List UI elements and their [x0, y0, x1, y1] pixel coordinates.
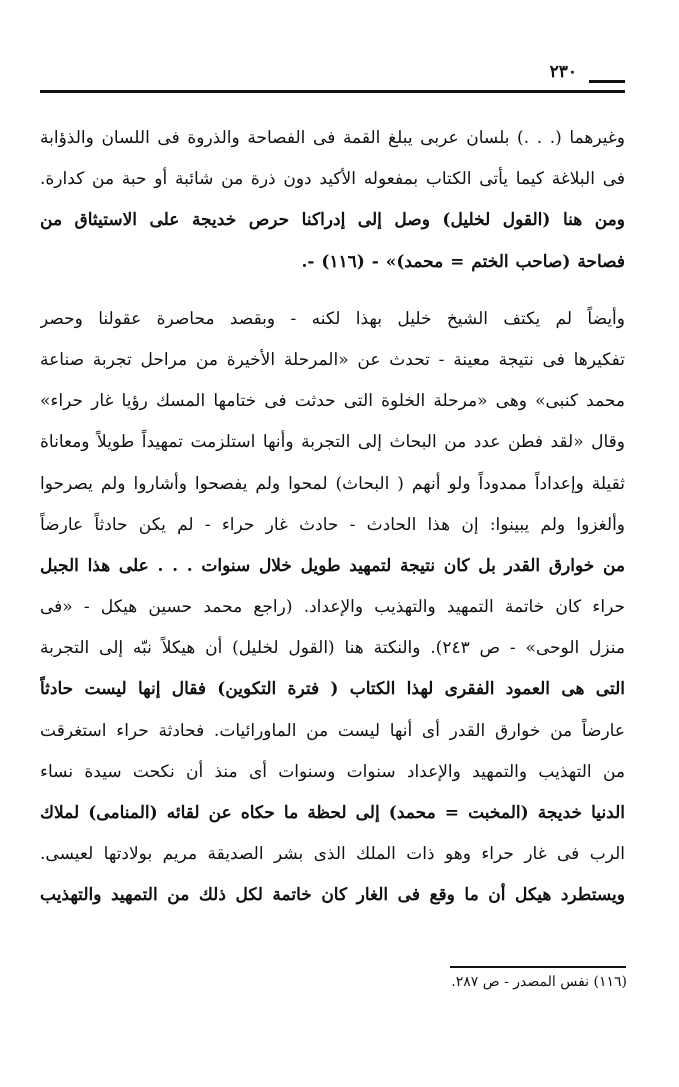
page-header: [40, 60, 625, 90]
text-line: فصاحة (صاحب الختم = محمد)» - (١١٦) -.: [301, 251, 625, 272]
page-number-dash: [589, 80, 625, 83]
text-line: من خوارق القدر بل كان نتيجة لتمهيد طويل خلال سنوات . . . على هذا الجبل: [40, 555, 625, 576]
text-line: منزل الوحى» - ص ٢٤٣). والنكتة هنا (القول لخليل) أن هيكلاً نبّه إلى التجربة: [40, 638, 625, 659]
footnote-rule: [450, 966, 626, 968]
text-line: فى البلاغة كيما يأتى الكتاب بمفعوله الأكيد دون ذرة من شائبة أو حبة من كدارة.: [40, 169, 625, 190]
text-line: ثقيلة وإعداداً ممدوداً ولو أنهم ( البحاث) لمحوا ولم يفصحوا وأشاروا ولم يصرحوا: [40, 473, 625, 494]
text-line: التى هى العمود الفقرى لهذا الكتاب ( فترة التكوين) فقال إنها ليست حادثاً: [40, 679, 625, 700]
text-line: وقال «لقد فطن عدد من البحاث إلى التجربة وأنها استلزمت تمهيداً طويلاً ومعاناة: [40, 432, 625, 453]
text-line: الدنيا خديجة (المخبت = محمد) إلى لحظة ما حكاه عن لقائه (المنامى) لملاك: [40, 803, 625, 823]
text-line: وأيضاً لم يكتف الشيخ خليل بهذا لكنه - وبقصد محاصرة عقولنا وحصر: [40, 308, 625, 329]
text-line: ويستطرد هيكل أن ما وقع فى الغار كان خاتمة لكل ذلك من التمهيد والتهذيب: [40, 885, 625, 906]
footnote: (١١٦) نفس المصدر - ص ٢٨٧.: [451, 974, 627, 990]
paragraph-gap: [40, 283, 625, 299]
text-line: من التهذيب والتمهيد والإعداد سنوات وسنوات أى منذ أن نكحت سيدة نساء: [40, 761, 625, 782]
text-line: عارضاً من خوارق القدر أى أنها ليست من الماورائيات. فحادثة حراء استغرقت: [40, 720, 625, 741]
text-line: وألغزوا ولم يبينوا: إن هذا الحادث - حادث غار حراء - لم يكن حادثاً عارضاً: [40, 514, 625, 535]
main-text: [40, 118, 625, 917]
text-line: محمد كنبى» وهى «مرحلة الخلوة التى حدثت فى ختامها المسك رؤيا غار حراء»: [40, 391, 625, 412]
text-line: تفكيرها فى نتيجة معينة - تحدث عن «المرحلة الأخيرة من مراحل تجربة صناعة: [40, 349, 625, 370]
text-line: حراء كان خاتمة التمهيد والتهذيب والإعداد. (راجع محمد حسين هيكل - «فى: [40, 597, 625, 618]
text-line: ومن هنا (القول لخليل) وصل إلى إدراكنا حرص خديجة على الاستيثاق من: [40, 210, 625, 231]
text-line: الرب فى غار حراء وهو ذات الملك الذى بشر الصديقة مريم بولادتها لعيسى.: [40, 844, 625, 865]
page-number: ٢٣٠: [549, 62, 577, 82]
header-rule: [40, 90, 625, 93]
text-line: وغيرهما (. . .) بلسان عربى يبلغ القمة فى الفصاحة والذروة فى اللسان والذؤابة: [40, 128, 625, 148]
